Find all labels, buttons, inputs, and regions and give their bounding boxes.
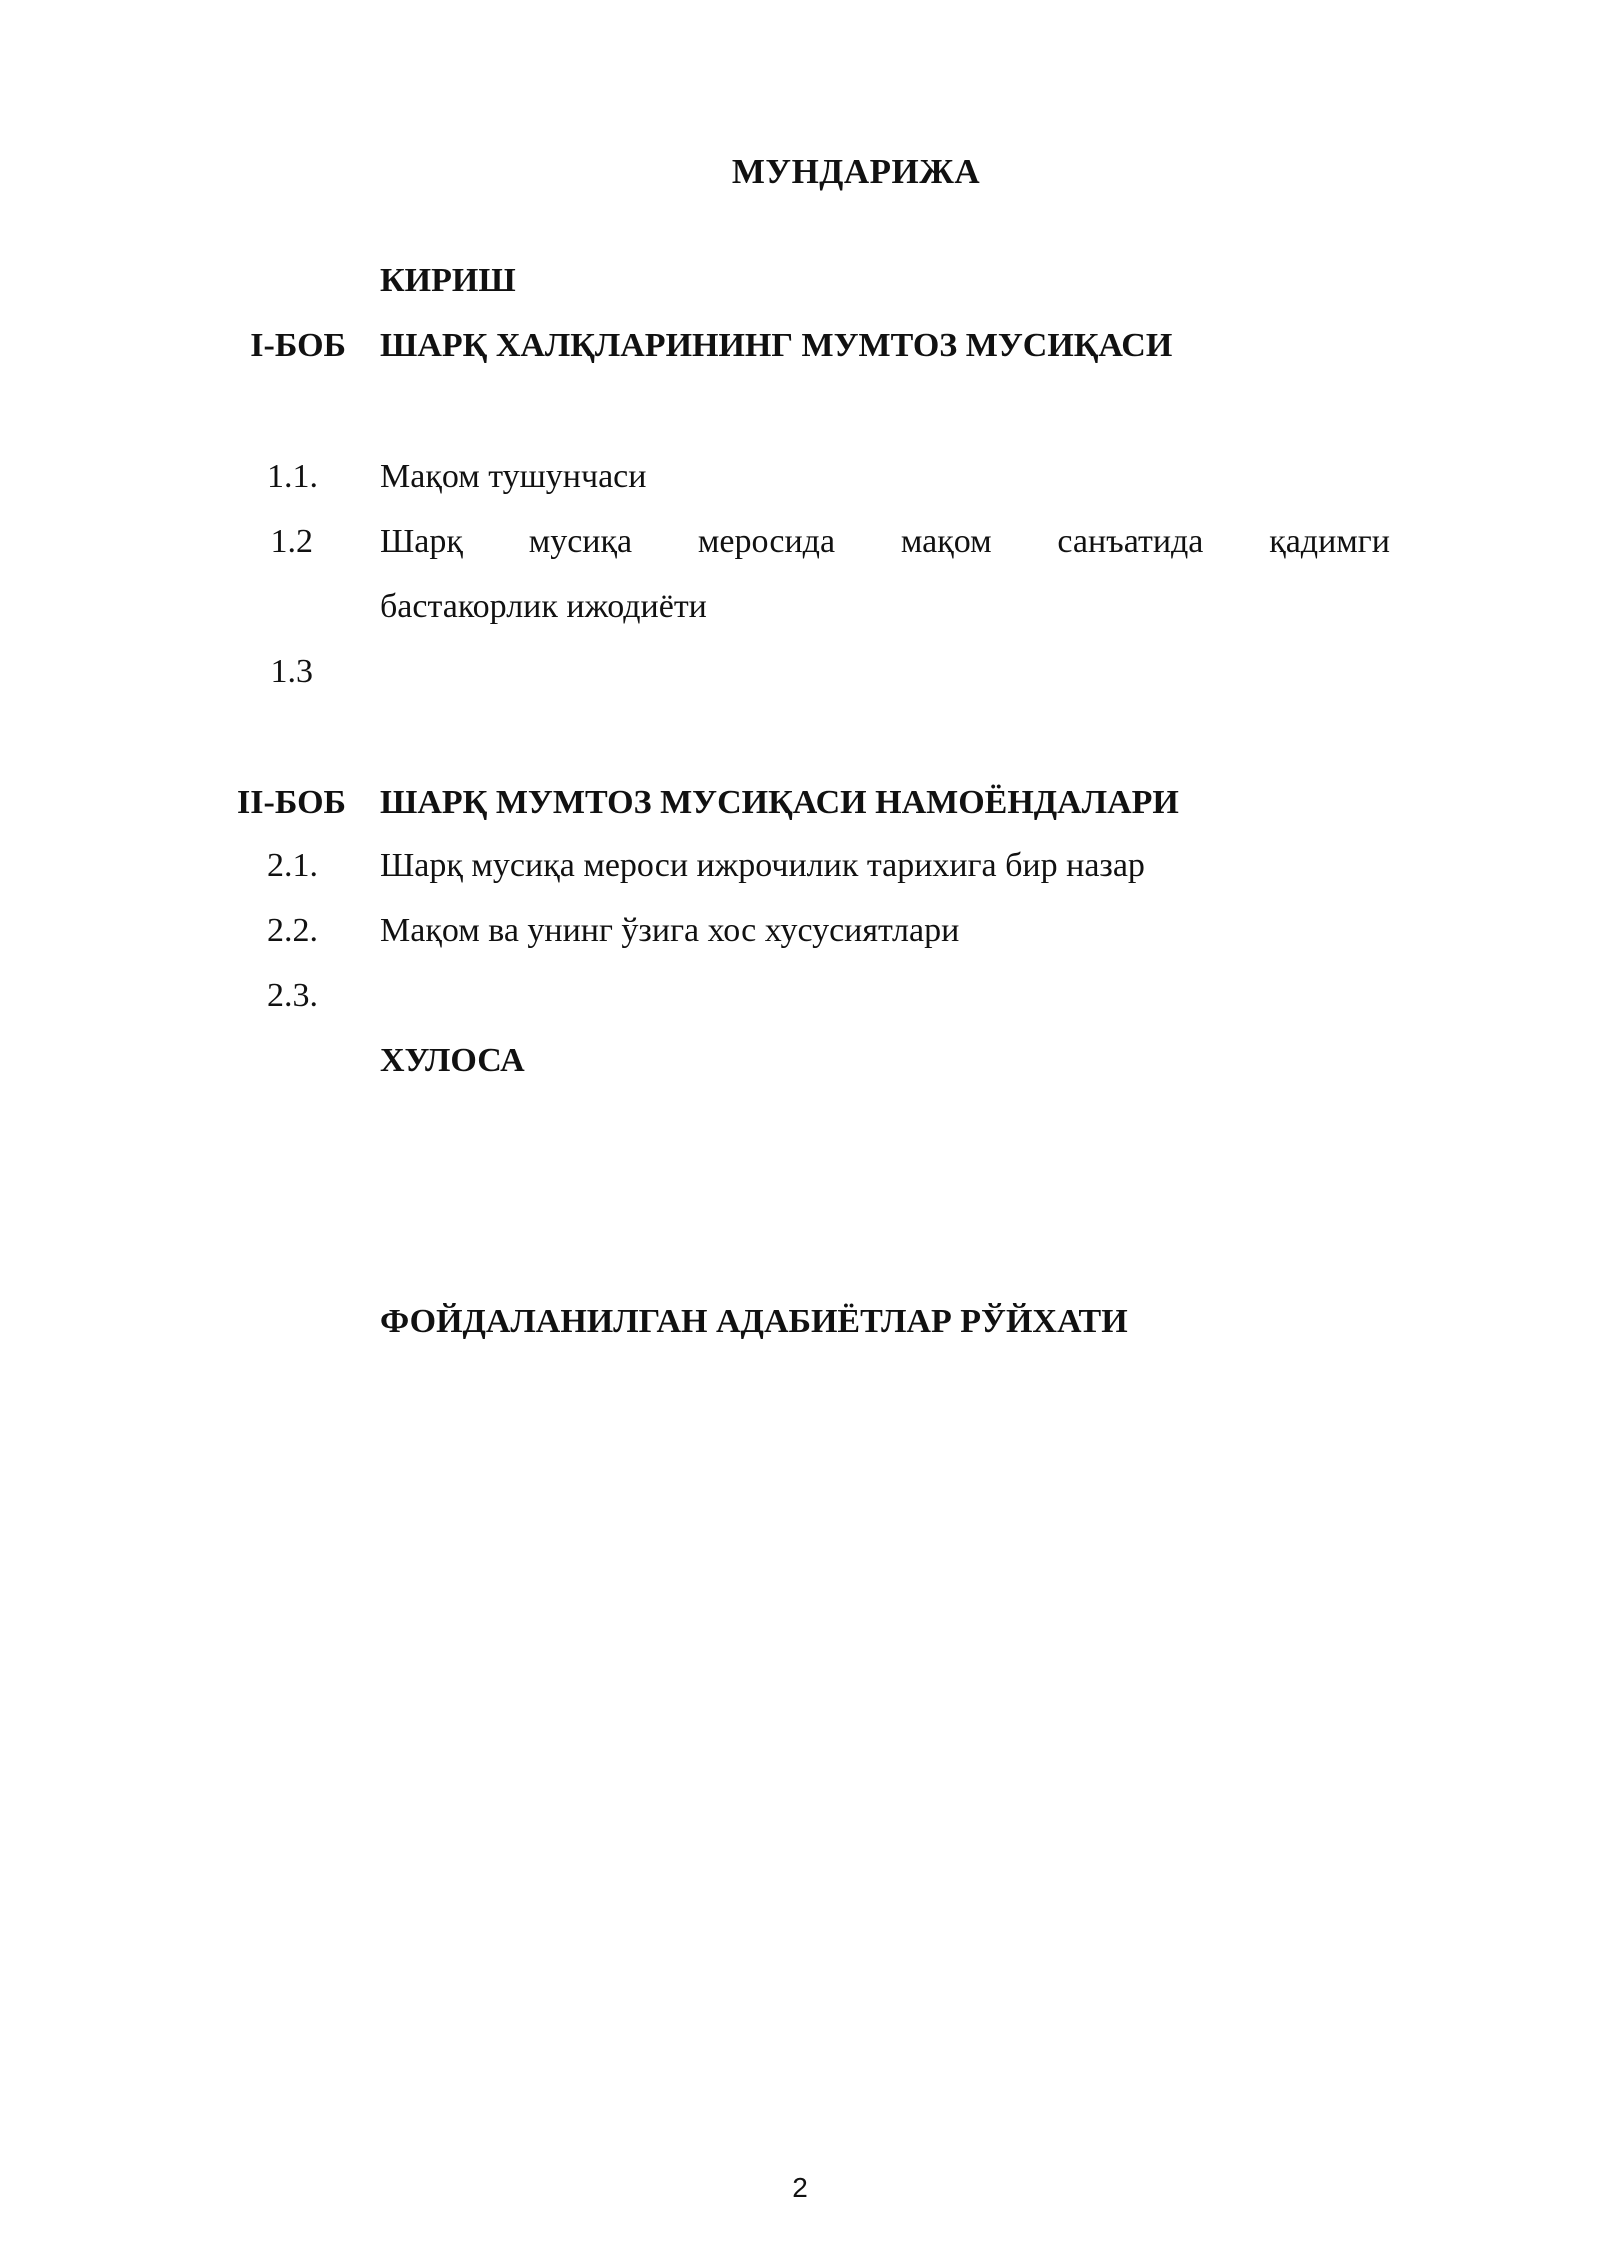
toc-entry-chapter-2 [0,784,1600,844]
section-1-2-word: мақом [900,523,992,560]
section-1-2-title-line-2: бастакорлик ижодиёти [380,588,707,625]
conclusion-label: ХУЛОСА [380,1042,525,1079]
toc-entry-section-2-2 [0,912,1600,972]
toc-title: МУНДАРИЖА [731,152,981,191]
section-1-2-number: 1.2 [270,523,313,560]
references-label: ФОЙДАЛАНИЛГАН АДАБИЁТЛАР РЎЙХАТИ [380,1303,1128,1340]
toc-entry-chapter-1 [0,327,1600,387]
section-2-3-number: 2.3. [267,977,318,1014]
section-1-3-number: 1.3 [270,653,313,690]
section-1-1-title: Мақом тушунчаси [380,458,647,495]
chapter-1-number: I-БОБ [250,327,346,364]
page-number: 2 [792,2172,808,2203]
toc-entry-section-1-2 [0,523,1600,583]
toc-entry-section-1-3 [0,653,1600,713]
toc-entry-section-2-1 [0,847,1600,907]
section-1-2-word: Шарқ [380,523,463,560]
section-1-1-number: 1.1. [267,458,318,495]
section-1-2-word: мусиқа [528,523,633,560]
section-1-2-word: қадимги [1269,523,1390,560]
toc-entry-intro [0,262,1600,322]
toc-entry-section-1-1 [0,458,1600,518]
chapter-2-number: II-БОБ [237,784,346,821]
section-1-2-word: меросида [697,523,836,560]
section-2-1-number: 2.1. [267,847,318,884]
section-2-1-title: Шарқ мусиқа мероси ижрочилик тарихига бир назар [380,847,1145,884]
toc-entry-section-1-2-cont [0,588,1600,648]
intro-label: КИРИШ [380,262,516,299]
toc-entry-references [0,1303,1600,1363]
section-1-2-word: санъатида [1057,523,1204,560]
toc-entry-conclusion [0,1042,1600,1102]
section-1-2-title-line-1 [380,523,1390,561]
toc-entry-section-2-3 [0,977,1600,1037]
chapter-2-title: ШАРҚ МУМТОЗ МУСИҚАСИ НАМОЁНДАЛАРИ [380,784,1179,821]
section-2-2-number: 2.2. [267,912,318,949]
chapter-1-title: ШАРҚ ХАЛҚЛАРИНИНГ МУМТОЗ МУСИҚАСИ [380,327,1173,364]
section-2-2-title: Мақом ва унинг ўзига хос хусусиятлари [380,912,960,949]
